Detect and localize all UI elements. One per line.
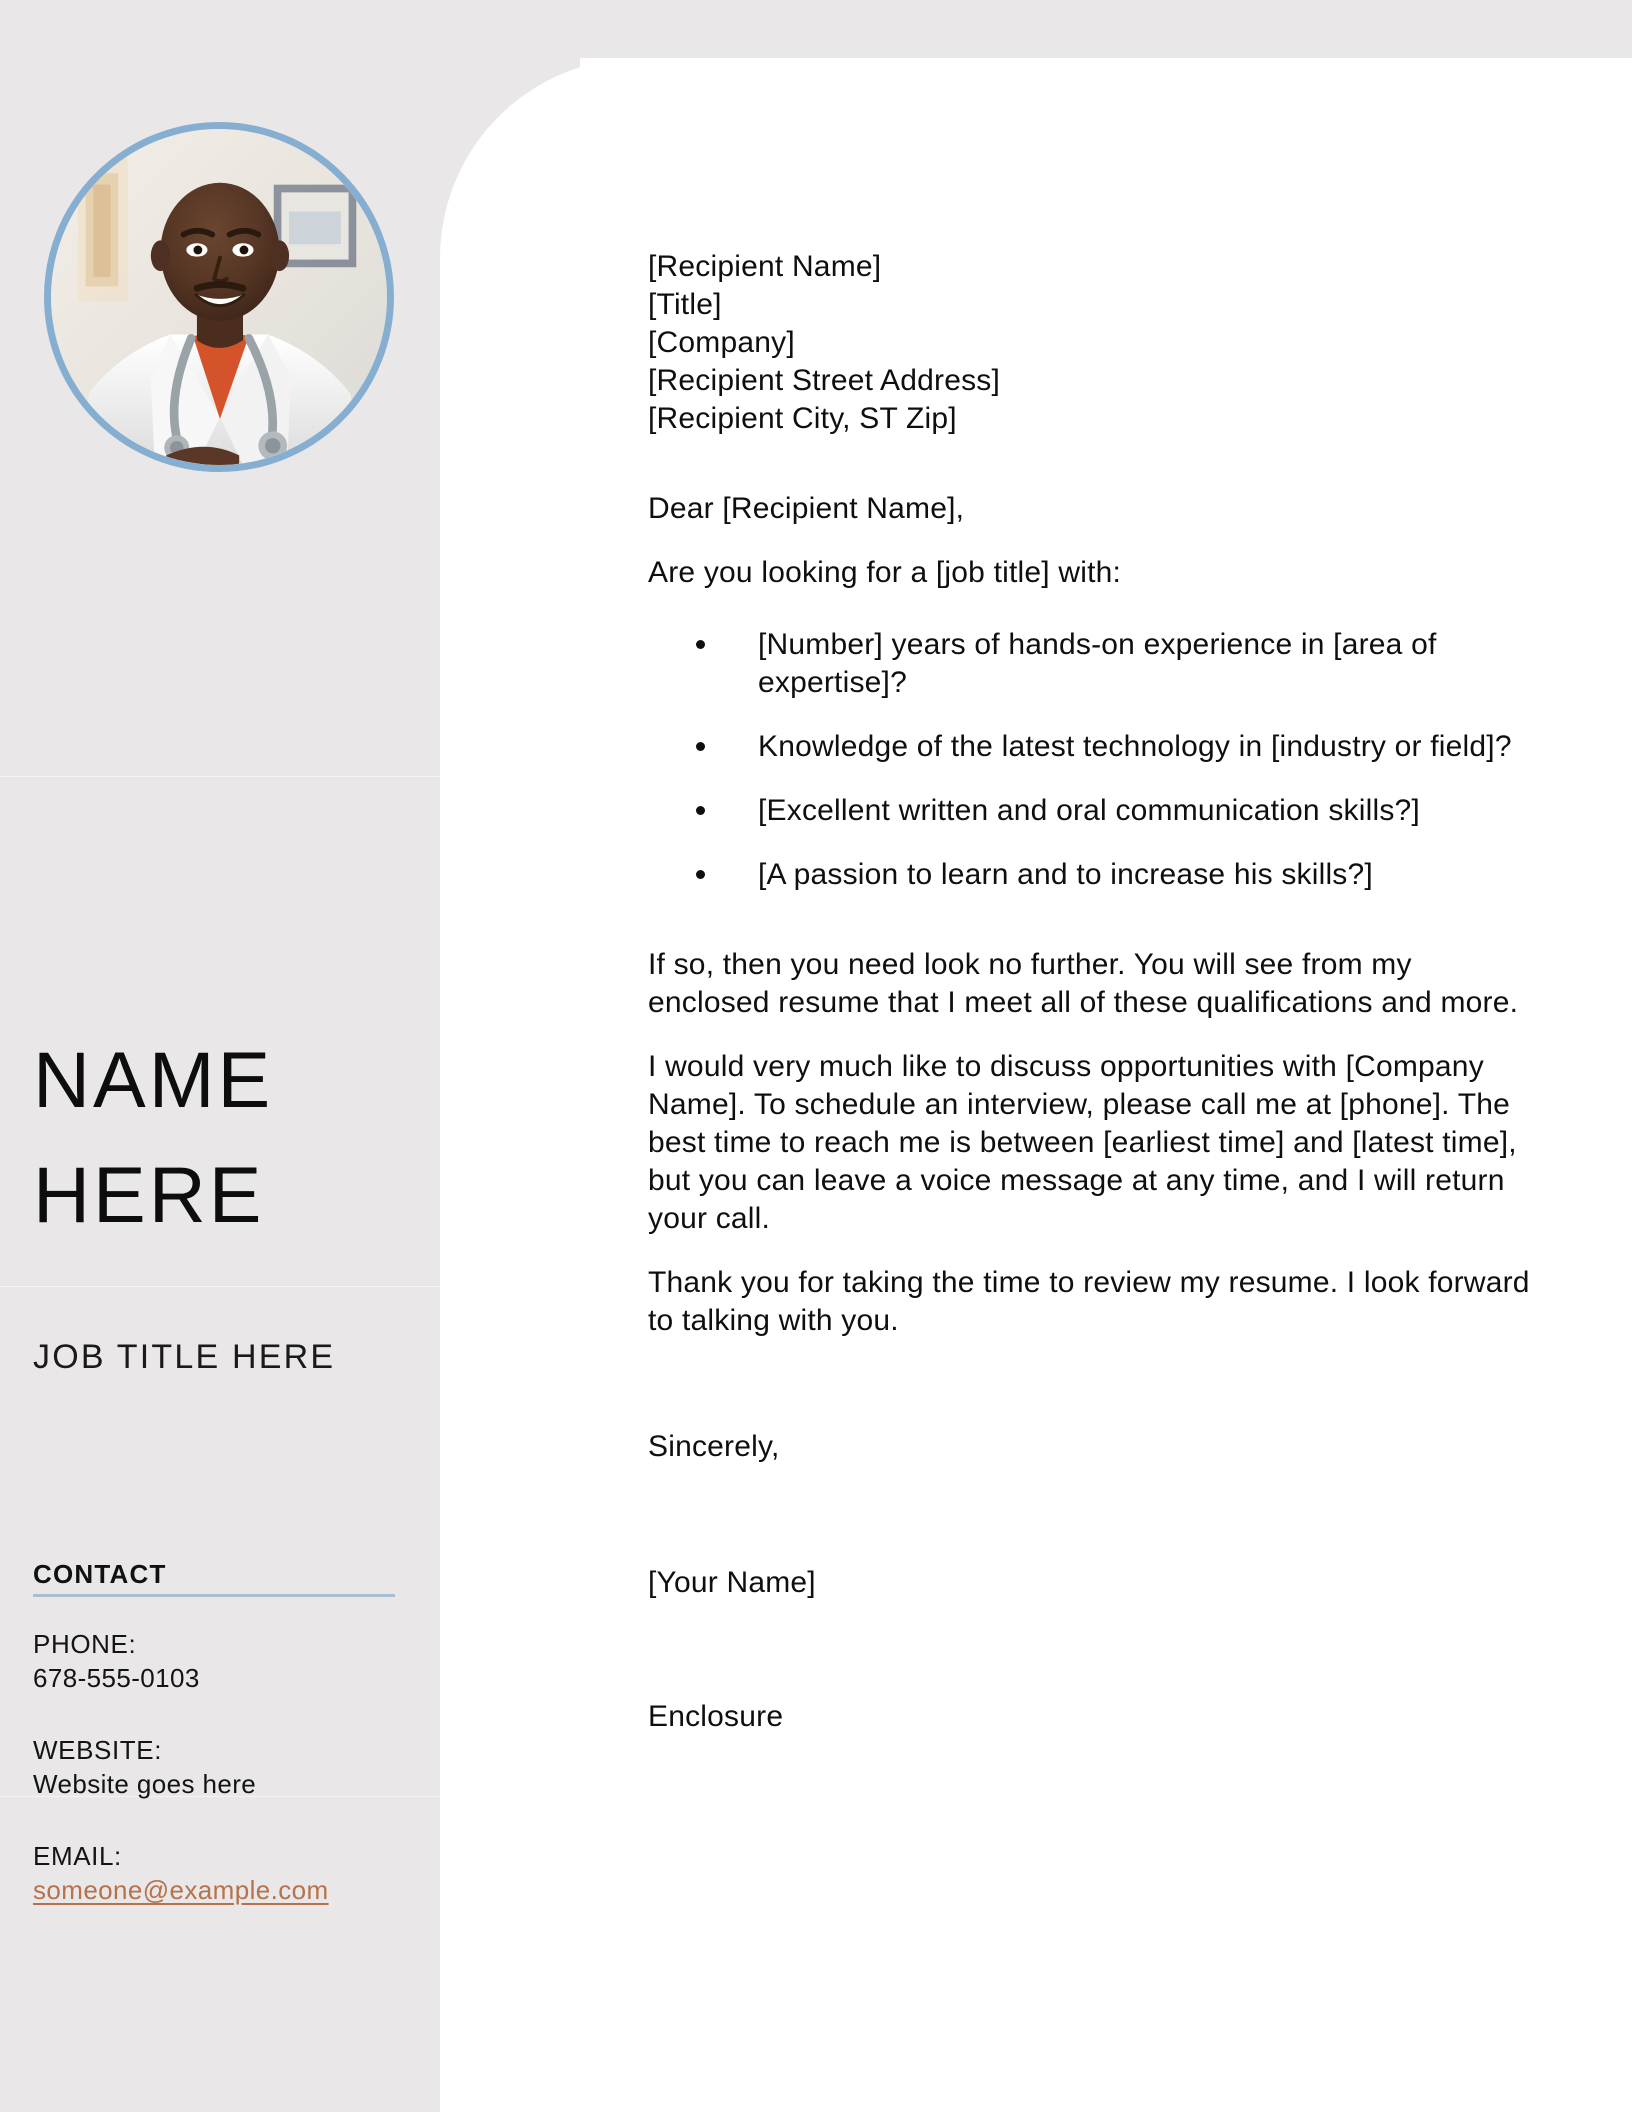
list-item <box>648 626 1538 702</box>
spacer-p2 <box>648 1238 1538 1264</box>
list-item-text: [A passion to learn and to increase his skills?] <box>758 858 1373 891</box>
signature-name: [Your Name] <box>648 1566 816 1599</box>
recipient-line-5: [Recipient City, ST Zip] <box>648 402 957 435</box>
body-paragraph-1: If so, then you need look no further. You will see from my enclosed resume that I meet all of these qualifications and more. <box>648 948 1519 1019</box>
spacer-after-bullets <box>648 920 1538 946</box>
candidate-name-line-2: HERE <box>33 1150 265 1239</box>
body-paragraph-3: Thank you for taking the time to review my resume. I look forward to talking with you. <box>648 1266 1530 1337</box>
list-item <box>648 856 1538 894</box>
list-item <box>648 728 1538 766</box>
bullet-dot-icon <box>696 806 705 815</box>
email-link[interactable]: someone@example.com <box>33 1875 329 1905</box>
closing-salutation: Sincerely, <box>648 1430 780 1463</box>
list-item <box>648 792 1538 830</box>
spacer-p1 <box>648 1022 1538 1048</box>
recipient-line-4: [Recipient Street Address] <box>648 364 1001 397</box>
spacer-after-address <box>648 438 1538 490</box>
spacer-after-salutation <box>648 528 1538 554</box>
contact-label-email: EMAIL: <box>33 1841 122 1871</box>
qualifications-list <box>648 626 1538 894</box>
body-paragraph-2: I would very much like to discuss opportunities with [Company Name]. To schedule an interview, please call me at [phone]. The best time to reach me is between [earliest time] and [latest time], but you can leave a voice message at any time, and I will return your call. <box>648 1050 1517 1235</box>
sidebar-divider-1 <box>0 776 440 777</box>
recipient-line-2: [Title] <box>648 288 722 321</box>
contact-item-email <box>33 1839 433 1907</box>
bullet-dot-icon <box>696 742 705 751</box>
contact-label-phone: PHONE: <box>33 1629 137 1659</box>
candidate-name <box>33 1022 433 1252</box>
salutation: Dear [Recipient Name], <box>648 492 965 525</box>
intro-paragraph: Are you looking for a [job title] with: <box>648 556 1122 589</box>
recipient-address-block <box>648 248 1538 438</box>
contact-value-website: Website goes here <box>33 1769 257 1799</box>
contact-section-heading: CONTACT <box>33 1559 167 1589</box>
recipient-line-1: [Recipient Name] <box>648 250 882 283</box>
enclosure-note: Enclosure <box>648 1700 784 1733</box>
bullet-dot-icon <box>696 870 705 879</box>
letter-body <box>648 248 1538 1736</box>
list-item-text: [Number] years of hands-on experience in [area of expertise]? <box>758 628 1437 699</box>
bullet-dot-icon <box>696 640 705 649</box>
profile-photo <box>44 122 394 472</box>
profile-photo-image <box>51 129 387 465</box>
contact-heading-rule <box>33 1594 395 1597</box>
contact-label-website: WEBSITE: <box>33 1735 163 1765</box>
contact-item-phone <box>33 1627 433 1695</box>
candidate-job-title: JOB TITLE HERE <box>33 1338 336 1376</box>
candidate-name-line-1: NAME <box>33 1035 274 1124</box>
sidebar-divider-2 <box>0 1286 440 1287</box>
contact-value-email <box>33 1873 433 1907</box>
contact-item-website <box>33 1733 433 1801</box>
list-item-text: [Excellent written and oral communication skills?] <box>758 794 1420 827</box>
spacer-before-bullets <box>648 592 1538 626</box>
contact-value-phone: 678-555-0103 <box>33 1663 200 1693</box>
recipient-line-3: [Company] <box>648 326 795 359</box>
list-item-text: Knowledge of the latest technology in [industry or field]? <box>758 730 1512 763</box>
doctor-portrait-illustration <box>51 129 387 465</box>
